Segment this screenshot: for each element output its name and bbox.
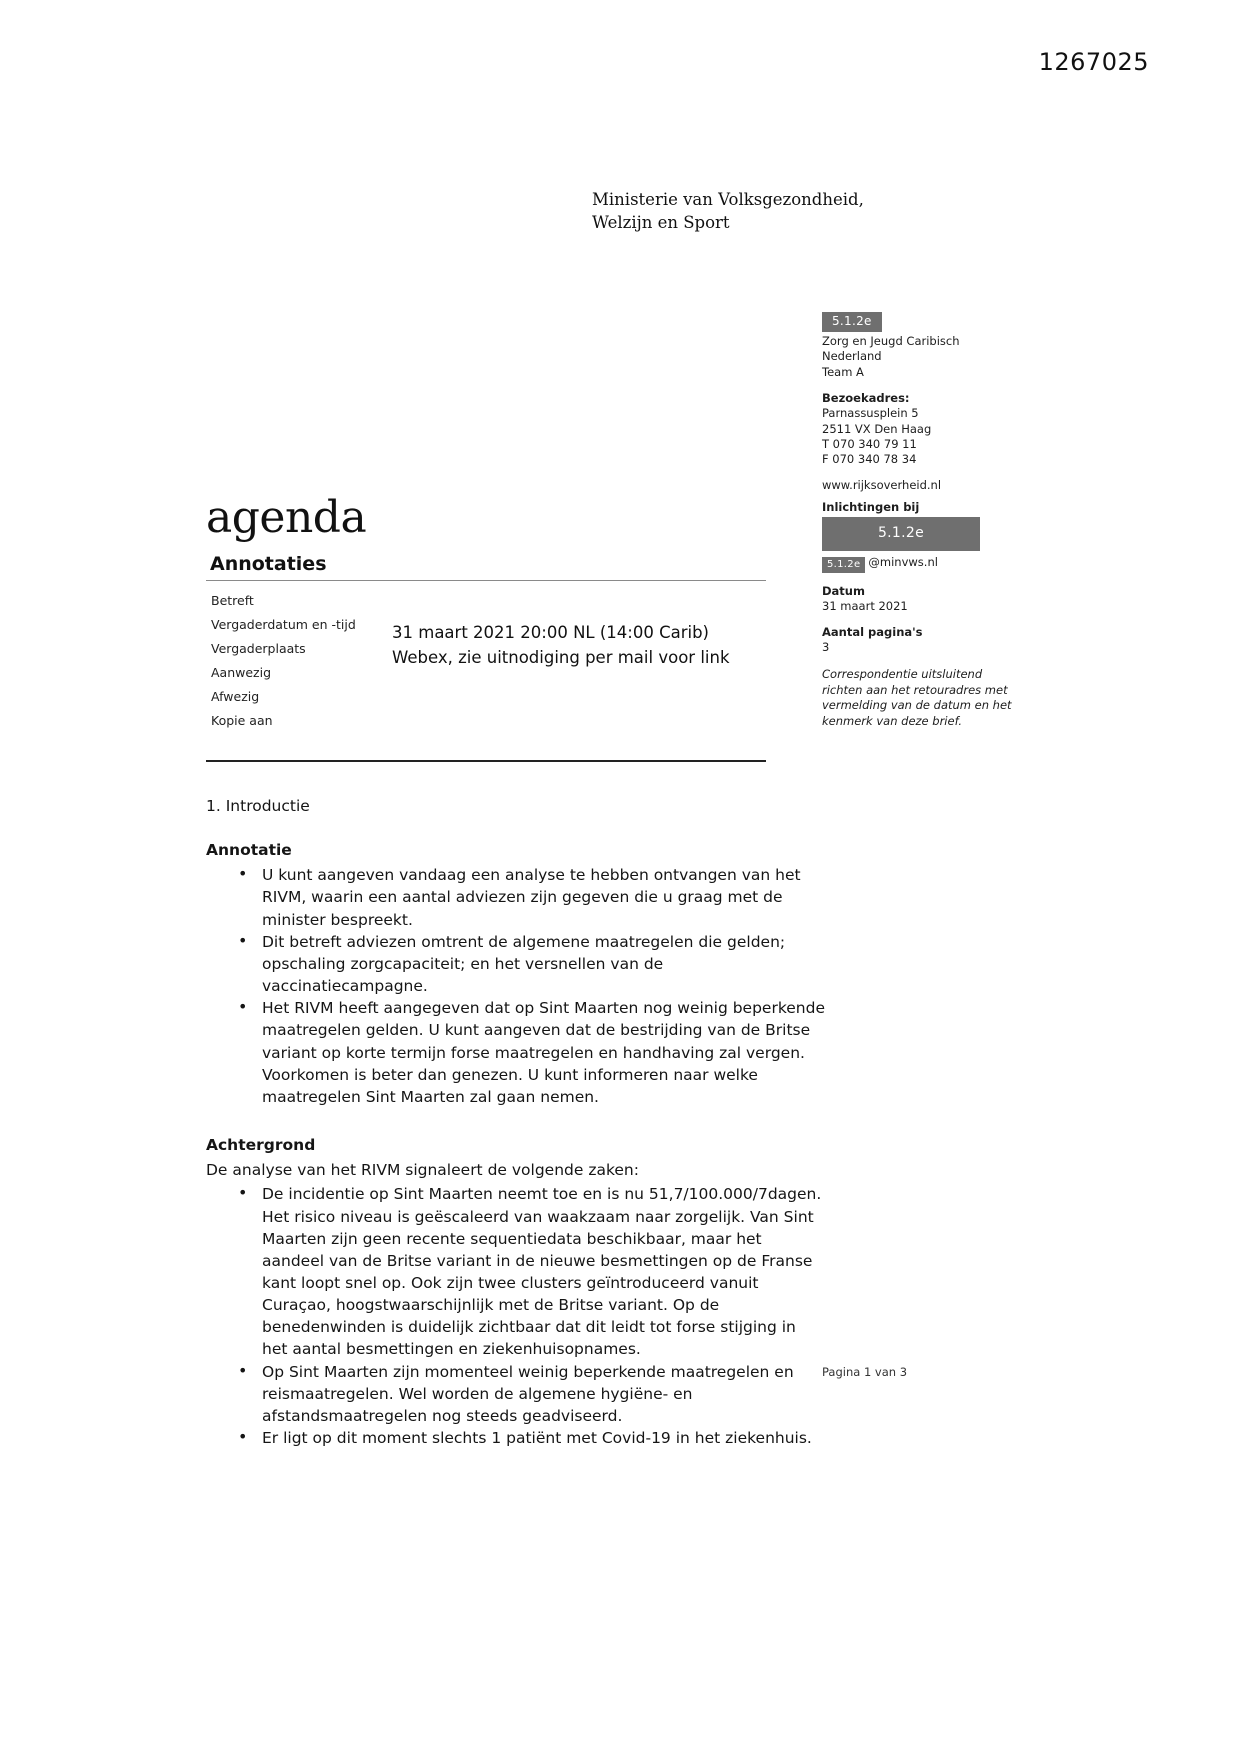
meeting-field-values [392, 621, 730, 671]
list-item: • Het RIVM heeft aangegeven dat op Sint Maarten nog weinig beperkende maatregelen gelden. U kunt aangeven dat de bestrijding van de Britse variant op korte termijn forse maatregelen en handhaving zal vergen. Voorkomen is beter dan genezen. U kunt informeren naar welke maatregelen Sint Maarten zal gaan nemen. [206, 997, 826, 1108]
address-label: Bezoekadres: [822, 391, 910, 406]
spacer [822, 380, 1022, 391]
field-value-vergaderdatum: 31 maart 2021 20:00 NL (14:00 Carib) [392, 623, 709, 642]
achtergrond-list [206, 1183, 826, 1449]
annotatie-list [206, 864, 826, 1108]
ministry-line-1: Ministerie van Volksgezondheid, [592, 190, 864, 209]
field-value-vergaderplaats: Webex, zie uitnodiging per mail voor link [392, 647, 730, 667]
department-team: Team A [822, 364, 864, 379]
ministry-heading [592, 188, 864, 235]
list-item: • De incidentie op Sint Maarten neemt toe en is nu 51,7/100.000/7dagen. Het risico niveau is geëscaleerd van waakzaam naar zorgelijk. Van Sint Maarten zijn geen recente sequentiedata beschikbaar, maar het aandeel van de Britse variant in de nieuwe besmettingen op de Franse kant loopt snel op. Ook zijn twee clusters geïntroduceerd vanuit Curaçao, hoogstwaarschijnlijk met de Britse variant. Op de benedenwinden is duidelijk zichtbaar dat dit leidt tot forse stijging in het aantal besmettingen en ziekenhuisopnames. [206, 1183, 826, 1360]
list-item: • Op Sint Maarten zijn momenteel weinig beperkende maatregelen en reismaatregelen. Wel worden de algemene hygiëne- en afstandsmaatregelen nog steeds geadviseerd. [206, 1361, 826, 1427]
field-label-betreft: Betreft [211, 593, 254, 608]
field-label-afwezig: Afwezig [211, 689, 260, 704]
date-label: Datum [822, 583, 865, 598]
email-domain: @minvws.nl [868, 555, 938, 570]
address-line-2: 2511 VX Den Haag [822, 421, 932, 436]
ministry-line-2: Welzijn en Sport [592, 213, 730, 233]
pages-value: 3 [822, 640, 830, 655]
achtergrond-intro: De analyse van het RIVM signaleert de volgende zaken: [206, 1161, 639, 1180]
document-number: 1267025 [1038, 48, 1149, 76]
fax-number: F 070 340 78 34 [822, 452, 917, 467]
list-item: • U kunt aangeven vandaag een analyse te hebben ontvangen van het RIVM, waarin een aantal adviezen zijn gegeven die u graag met de minister bespreekt. [206, 864, 826, 930]
contact-email [822, 555, 1022, 572]
field-label-kopie-aan: Kopie aan [211, 713, 273, 728]
pages-label: Aantal pagina's [822, 625, 923, 640]
address-line-1: Parnassusplein 5 [822, 406, 919, 421]
redaction-code-contact: 5.1.2e [822, 517, 980, 551]
info-label: Inlichtingen bij [822, 499, 920, 514]
correspondence-note: Correspondentie uitsluitend richten aan het retouradres met vermelding van de datum en het kenmerk van deze brief. [822, 666, 1012, 729]
website-link[interactable]: www.rijksoverheid.nl [822, 478, 942, 493]
page-footer: Pagina 1 van 3 [822, 1365, 908, 1379]
field-label-vergaderplaats: Vergaderplaats [211, 641, 306, 656]
department-block [822, 334, 1022, 380]
meeting-field-labels [211, 595, 356, 739]
page-subtitle: Annotaties [210, 553, 327, 575]
document-body [206, 795, 826, 1449]
divider-top [206, 580, 766, 581]
redaction-code-email: 5.1.2e [822, 557, 865, 573]
spacer [206, 1108, 826, 1134]
divider-bottom [206, 760, 766, 762]
field-label-aanwezig: Aanwezig [211, 665, 272, 680]
list-item: • Dit betreft adviezen omtrent de algemene maatregelen die gelden; opschaling zorgcapaciteit; en het versnellen van de vaccinatiecampagne. [206, 931, 826, 997]
list-item: • Er ligt op dit moment slechts 1 patiënt met Covid-19 in het ziekenhuis. [206, 1427, 826, 1449]
meta-column [822, 312, 1022, 730]
phone-number: T 070 340 79 11 [822, 436, 917, 451]
achtergrond-heading: Achtergrond [206, 1136, 316, 1155]
page-title: agenda [206, 492, 367, 543]
department-line-1: Zorg en Jeugd Caribisch [822, 334, 960, 349]
date-value: 31 maart 2021 [822, 598, 908, 613]
redaction-code-department: 5.1.2e [822, 312, 882, 332]
annotatie-heading: Annotatie [206, 841, 292, 860]
spacer [822, 573, 1022, 584]
spacer [822, 656, 1022, 667]
section-number: 1. Introductie [206, 797, 310, 815]
department-line-2: Nederland [822, 349, 882, 364]
field-label-vergaderdatum: Vergaderdatum en -tijd [211, 617, 356, 632]
spacer [822, 614, 1022, 625]
spacer [822, 467, 1022, 478]
